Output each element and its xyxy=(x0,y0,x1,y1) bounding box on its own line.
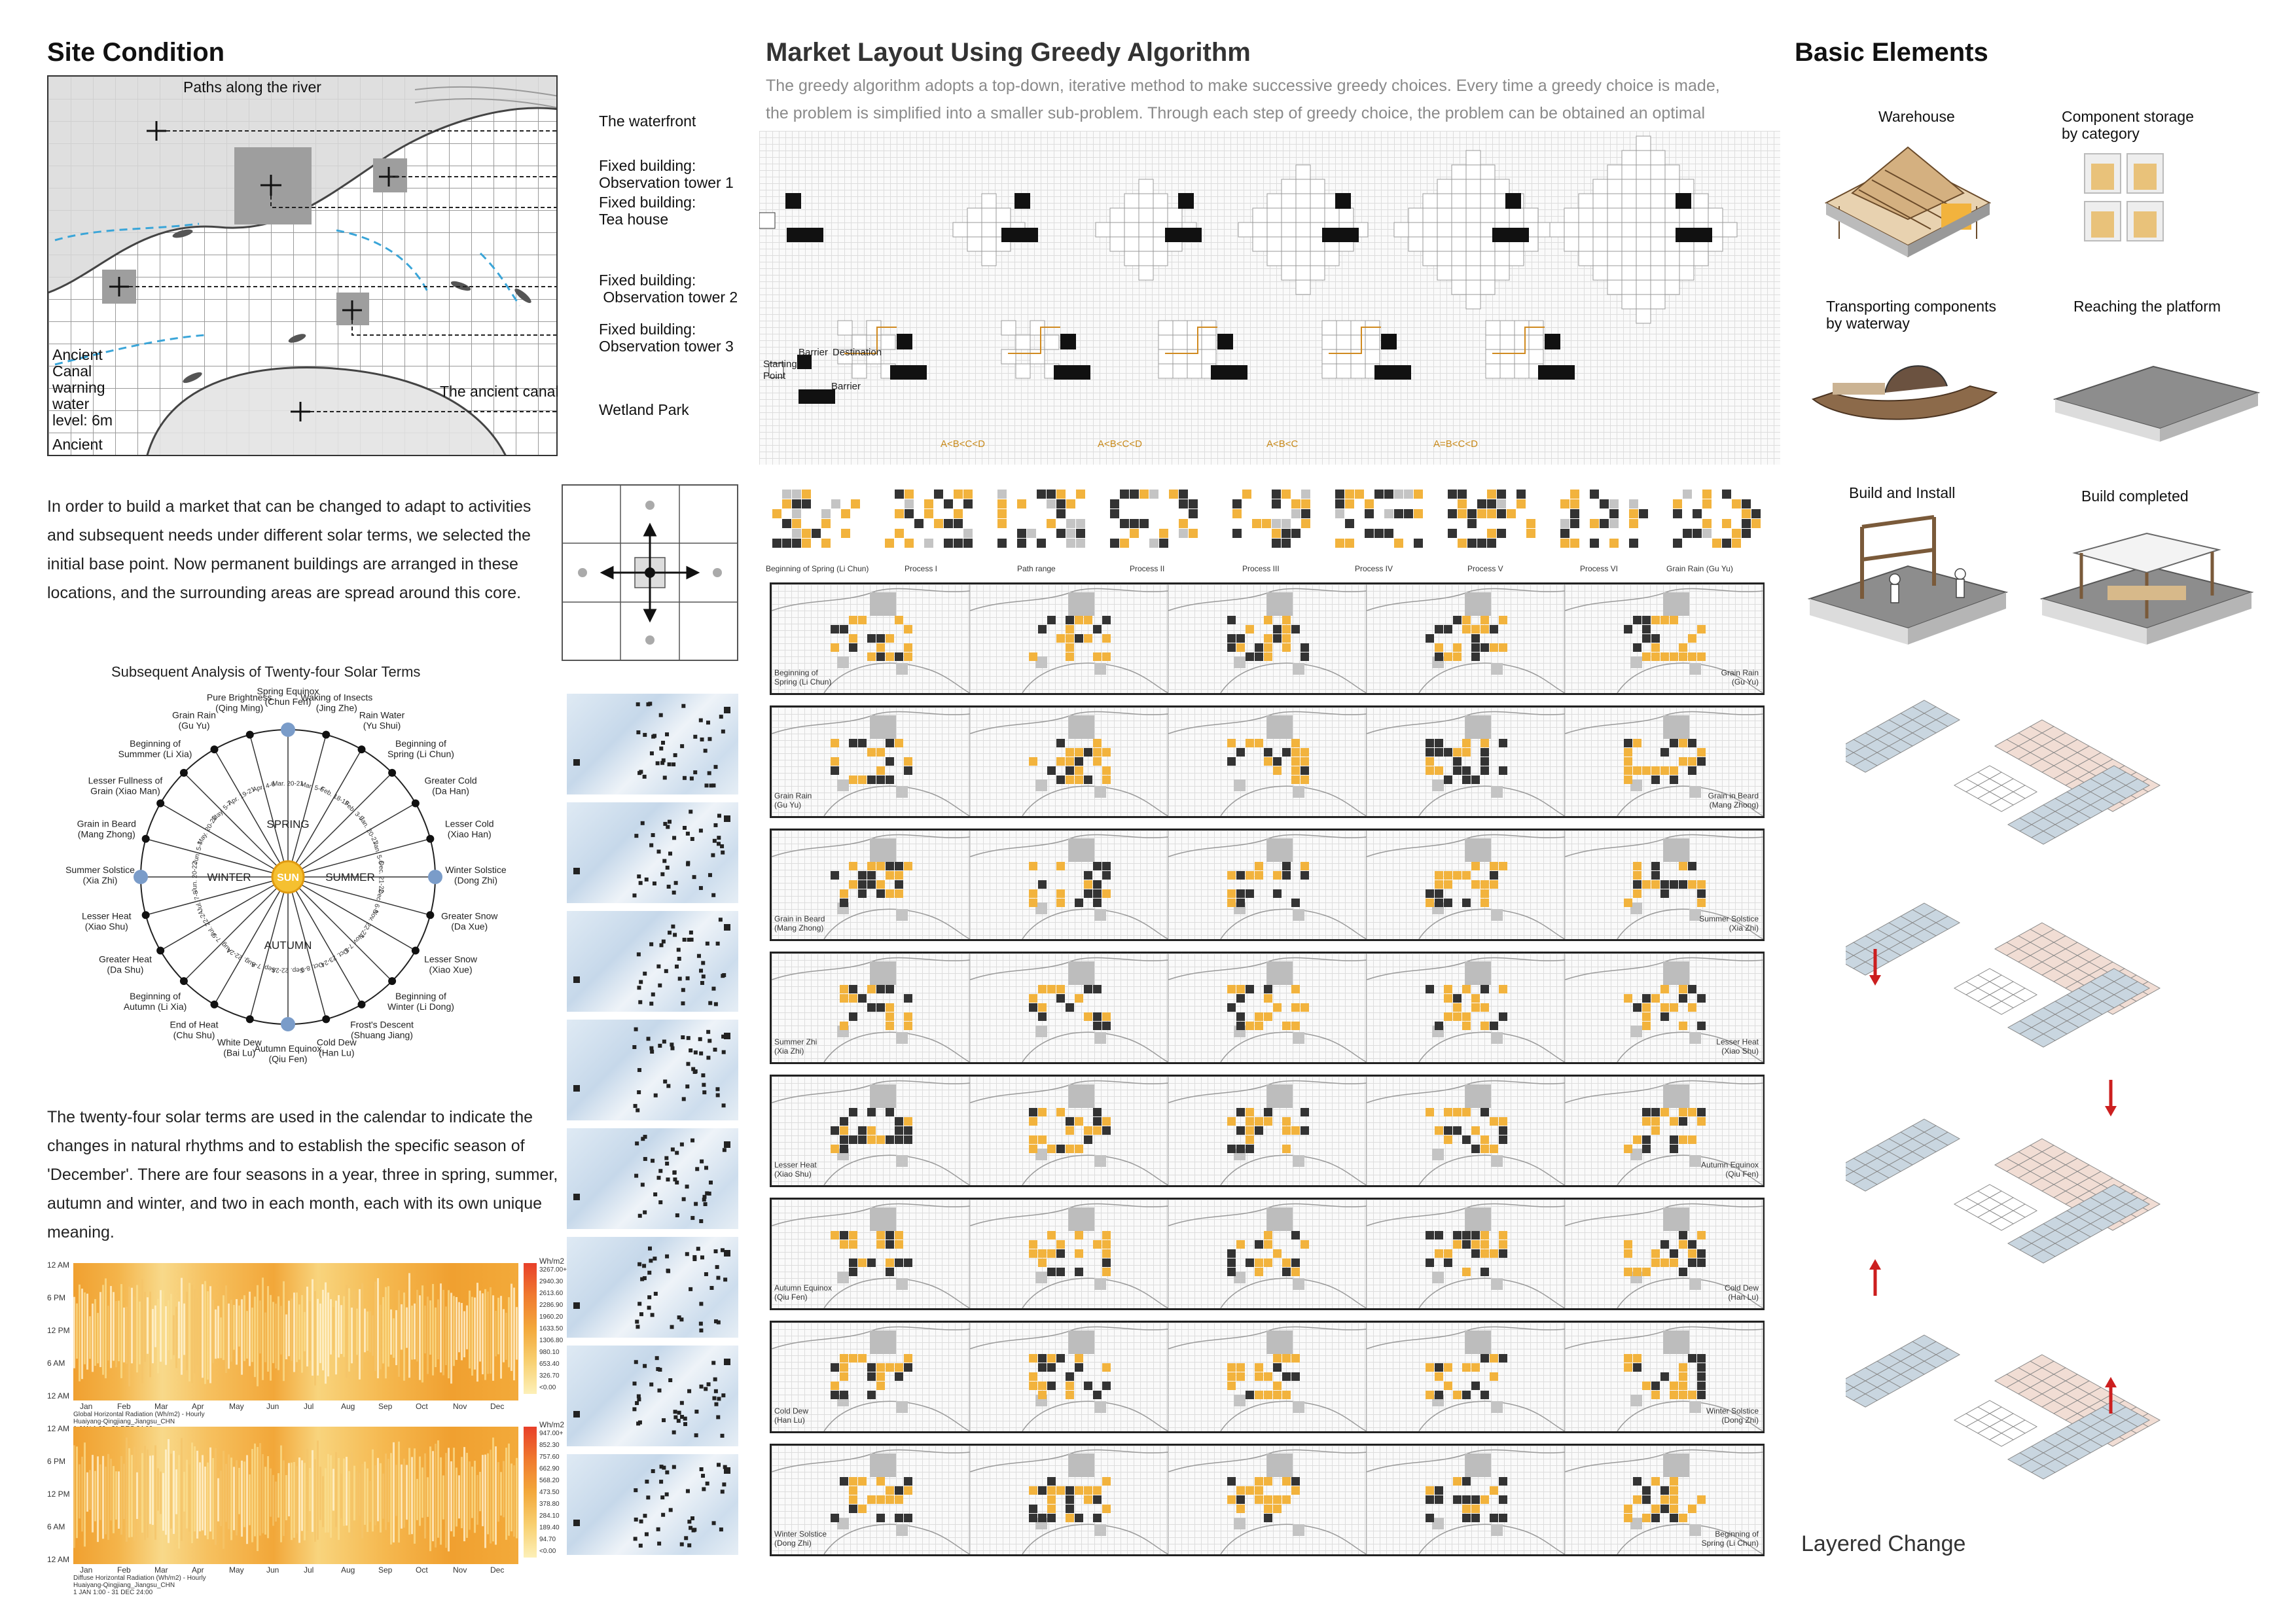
term-date: Dec. 6-8 xyxy=(370,888,385,914)
month-tick: Jul xyxy=(304,1565,314,1575)
solar-term-row xyxy=(770,1075,1765,1187)
process-thumbnail xyxy=(1216,483,1321,562)
completed-illustration xyxy=(2036,514,2258,651)
process-strip xyxy=(766,483,1767,581)
hour-tick: 12 AM xyxy=(47,1391,70,1400)
term-node xyxy=(142,911,150,919)
layout-frame xyxy=(1367,830,1565,939)
install-illustration xyxy=(1803,514,2013,651)
season-label: SPRING xyxy=(266,818,310,830)
month-tick: Aug xyxy=(341,1402,355,1411)
term-label: Grain Rain (Gu Yu) xyxy=(172,709,216,731)
term-date: Apr. 19-21 xyxy=(226,785,257,808)
term-node xyxy=(246,1015,254,1023)
layout-frame xyxy=(970,584,1168,693)
term-node xyxy=(412,800,420,808)
term-date: Aug. 22-24 xyxy=(226,946,257,969)
hour-tick: 6 AM xyxy=(47,1359,65,1368)
term-label: Rain Water (Yu Shui) xyxy=(359,709,405,731)
term-node xyxy=(281,722,295,737)
solar-term-row xyxy=(770,582,1765,695)
legend-tick: 568.20 xyxy=(539,1477,560,1484)
legend-barrier-2: Barrier xyxy=(831,381,861,392)
month-tick: Dec xyxy=(490,1565,505,1575)
process-thumbnail xyxy=(1554,483,1659,562)
hour-tick: 12 PM xyxy=(47,1489,70,1499)
solar-term-rows xyxy=(770,582,1765,1564)
month-tick: Dec xyxy=(490,1402,505,1411)
month-tick: May xyxy=(229,1565,244,1575)
term-date: Oct. 23-24 xyxy=(319,946,350,969)
term-label: Beginning of Autumn (Li Xia) xyxy=(123,991,187,1012)
layout-frame xyxy=(1367,1077,1565,1185)
warehouse-illustration xyxy=(1813,141,2003,259)
hour-tick: 6 PM xyxy=(47,1457,66,1466)
term-label: Lesser Heat (Xiao Shu) xyxy=(82,910,132,932)
ancient-label: Ancient xyxy=(52,436,103,453)
term-node xyxy=(180,769,188,777)
legend-tick: 653.40 xyxy=(539,1361,560,1368)
month-tick: Nov xyxy=(453,1565,467,1575)
legend-tick: 1306.80 xyxy=(539,1337,564,1344)
season-label: WINTER xyxy=(207,871,251,883)
term-label: Grain in Beard (Mang Zhong) xyxy=(77,818,136,840)
row-end-label: Autumn Equinox (Qiu Fen) xyxy=(1700,1160,1759,1179)
solar-term-row xyxy=(770,952,1765,1064)
term-node xyxy=(388,769,396,777)
process-label: Process V xyxy=(1467,564,1503,573)
legend-tick: 980.10 xyxy=(539,1349,560,1356)
legend-tick: 326.70 xyxy=(539,1372,560,1380)
diffuse-radiation-caption: Diffuse Horizontal Radiation (Wh/m2) - Hourly Huaiyang-Qingjiang_Jiangsu_CHN 1 JAN 1:00 - 31 DEC 24:00 xyxy=(73,1575,206,1596)
row-start-label: Grain Rain (Gu Yu) xyxy=(774,791,812,810)
layout-frame xyxy=(1367,584,1565,693)
comparison-2: A<B<C<D xyxy=(1098,438,1142,450)
month-tick: Oct xyxy=(416,1565,428,1575)
row-end-label: Summer Solstice (Xia Zhi) xyxy=(1699,914,1759,933)
process-thumbnail xyxy=(1329,483,1433,562)
legend-bar-b xyxy=(524,1427,537,1558)
row-end-label: Grain in Beard (Mang Zhong) xyxy=(1708,791,1759,810)
layout-frame xyxy=(970,707,1168,816)
install-label: Build and Install xyxy=(1849,484,1956,501)
term-node xyxy=(358,745,366,753)
term-node xyxy=(156,800,164,808)
hour-tick: 6 AM xyxy=(47,1522,65,1531)
process-thumbnail xyxy=(991,483,1096,562)
legend-tick: 473.50 xyxy=(539,1489,560,1496)
term-label: Summer Solstice (Xia Zhi) xyxy=(65,865,135,885)
term-node xyxy=(156,947,164,955)
layout-frame xyxy=(1367,954,1565,1062)
obs1-label: Fixed building: Observation tower 1 xyxy=(599,157,734,191)
legend-tick: 94.70 xyxy=(539,1536,556,1543)
warning-label: Ancient Canal warning water level: 6m xyxy=(52,346,113,429)
month-tick: Oct xyxy=(416,1402,428,1411)
wind-map xyxy=(567,911,738,1012)
term-label: White Dew (Bai Lu) xyxy=(217,1037,262,1058)
wind-map xyxy=(567,694,738,794)
diffuse-radiation-plot xyxy=(73,1427,518,1564)
process-thumbnail xyxy=(766,483,870,562)
row-start-label: Grain in Beard (Mang Zhong) xyxy=(774,914,825,933)
legend-tick: 1633.50 xyxy=(539,1325,564,1332)
layout-frame xyxy=(1168,1446,1367,1554)
row-start-label: Autumn Equinox (Qiu Fen) xyxy=(774,1283,833,1302)
layout-frame xyxy=(1168,1200,1367,1308)
legend-destination: Destination xyxy=(833,347,882,358)
term-label: Cold Dew (Han Lu) xyxy=(316,1037,357,1058)
month-tick: Nov xyxy=(453,1402,467,1411)
term-node xyxy=(322,1015,330,1023)
hour-tick: 12 PM xyxy=(47,1326,70,1335)
layout-frame xyxy=(970,830,1168,939)
row-end-label: Beginning of Spring (Li Chun) xyxy=(1701,1529,1759,1548)
term-date: Jun. 5-7 xyxy=(191,840,205,866)
layout-frame xyxy=(970,1200,1168,1308)
legend-tick: 1960.20 xyxy=(539,1313,564,1321)
hour-tick: 12 AM xyxy=(47,1260,70,1270)
layout-frame xyxy=(970,954,1168,1062)
term-label: Frost's Descent (Shuang Jiang) xyxy=(350,1019,414,1041)
layout-frame xyxy=(970,1323,1168,1431)
storage-illustration xyxy=(2081,151,2166,249)
process-thumbnail xyxy=(1441,483,1546,562)
process-label: Process III xyxy=(1242,564,1280,573)
term-date: Oct. 8-9 xyxy=(300,960,325,974)
term-date: Nov. 7-8 xyxy=(342,931,365,954)
row-start-label: Beginning of Spring (Li Chun) xyxy=(774,668,832,687)
term-label: Greater Cold (Da Han) xyxy=(424,775,477,796)
term-date: Jul. 22-24 xyxy=(197,909,218,938)
transport-label: Transporting components by waterway xyxy=(1826,298,1996,332)
month-tick: May xyxy=(229,1402,244,1411)
month-tick: Apr xyxy=(192,1565,204,1575)
market-layout-title: Market Layout Using Greedy Algorithm xyxy=(766,38,1251,67)
month-tick: Aug xyxy=(341,1565,355,1575)
legend-tick: <0.00 xyxy=(539,1548,556,1555)
platform-label: Reaching the platform xyxy=(2073,298,2221,315)
hour-tick: 12 AM xyxy=(47,1555,70,1564)
season-label: AUTUMN xyxy=(264,939,312,952)
process-label: Process VI xyxy=(1580,564,1619,573)
canal-label: The ancient canal xyxy=(440,383,559,400)
solar-term-row xyxy=(770,1444,1765,1556)
comparison-1: A<B<C<D xyxy=(941,438,985,450)
layout-frame xyxy=(1168,954,1367,1062)
month-tick: Apr xyxy=(192,1402,204,1411)
wind-map xyxy=(567,1346,738,1446)
wind-map xyxy=(567,1237,738,1338)
solar-term-row xyxy=(770,1198,1765,1310)
row-start-label: Winter Solstice (Dong Zhi) xyxy=(774,1529,827,1548)
diffuse-radiation-heatmap xyxy=(47,1420,571,1596)
solar-term-row xyxy=(770,829,1765,941)
legend-tick: 852.30 xyxy=(539,1442,560,1449)
layout-frame xyxy=(1367,1446,1565,1554)
term-node xyxy=(428,870,442,884)
process-label: Grain Rain (Gu Yu) xyxy=(1666,564,1733,573)
greedy-steps-panel xyxy=(759,131,1780,465)
process-thumbnail xyxy=(1666,483,1771,562)
term-node xyxy=(211,1001,219,1008)
term-node xyxy=(281,1017,295,1031)
wind-map xyxy=(567,802,738,903)
warehouse-label: Warehouse xyxy=(1878,108,1955,125)
hour-tick: 6 PM xyxy=(47,1293,66,1302)
layout-frame xyxy=(1168,1077,1367,1185)
season-label: SUMMER xyxy=(325,871,375,883)
term-date: May. 20-22 xyxy=(196,814,219,847)
greedy-steps-drawing xyxy=(759,131,1780,465)
solar-terms-paragraph: The twenty-four solar terms are used in the calendar to indicate the changes in natural rhythms and to establish the specific season of 'December'. There are four seasons in a year, three in spring, summer, autumn and winter, and two in each month, each with its own unique meaning. xyxy=(47,1108,558,1241)
term-node xyxy=(142,835,150,843)
layout-frame xyxy=(1367,1200,1565,1308)
legend-tick: 757.60 xyxy=(539,1454,560,1461)
legend-tick: 284.10 xyxy=(539,1512,560,1520)
row-end-label: Lesser Heat (Xiao Shu) xyxy=(1716,1037,1759,1056)
term-label: Greater Snow (Da Xue) xyxy=(441,910,498,932)
legend-tick: 3267.00+ xyxy=(539,1266,567,1274)
legend-unit-b: Wh/m2 xyxy=(539,1420,565,1429)
base-point-diagram xyxy=(562,484,738,661)
global-radiation-heatmap xyxy=(47,1257,571,1425)
term-label: Greater Heat (Da Shu) xyxy=(98,954,152,975)
waterfront-label: The waterfront xyxy=(599,113,696,130)
sun-label: SUN xyxy=(277,872,299,883)
site-condition-title: Site Condition xyxy=(47,38,225,67)
month-tick: Mar xyxy=(154,1402,168,1411)
legend-unit-a: Wh/m2 xyxy=(539,1257,565,1266)
boat-illustration xyxy=(1806,347,2003,438)
term-label: Waking of Insects (Jing Zhe) xyxy=(300,692,373,713)
month-tick: Sep xyxy=(378,1565,393,1575)
term-date: Dec. 21-22 xyxy=(377,861,385,893)
month-tick: Jun xyxy=(266,1565,279,1575)
solar-term-wheel xyxy=(39,681,563,1099)
layered-change-label: Layered Change xyxy=(1801,1531,1966,1556)
layout-frame xyxy=(970,1446,1168,1554)
wind-map xyxy=(567,1454,738,1555)
term-date: Aug. 7-9 xyxy=(211,931,234,954)
layout-frame xyxy=(1367,707,1565,816)
term-date: Jun. 20-22 xyxy=(191,861,199,893)
term-date: Feb. 3-5 xyxy=(342,800,365,823)
row-start-label: Cold Dew (Han Lu) xyxy=(774,1406,809,1425)
term-label: End of Heat (Chu Shu) xyxy=(170,1019,219,1041)
hour-tick: 12 AM xyxy=(47,1424,70,1433)
term-date: Feb. 18-19 xyxy=(319,785,350,808)
term-date: Sep. 22-24 xyxy=(272,966,304,974)
base-point-arrows xyxy=(563,486,737,660)
paths-label: Paths along the river xyxy=(183,79,321,96)
term-label: Winter Solstice (Dong Zhi) xyxy=(445,865,507,885)
layout-frame xyxy=(970,1077,1168,1185)
legend-start: Starting Point xyxy=(763,359,797,382)
term-label: Lesser Snow (Xiao Xue) xyxy=(424,954,478,975)
month-tick: Jan xyxy=(80,1565,93,1575)
obs2-label: Fixed building: Observation tower 2 xyxy=(599,272,738,306)
term-label: Spring Equinox (Chun Fen) xyxy=(257,686,319,707)
term-node xyxy=(358,1001,366,1008)
wind-map xyxy=(567,1128,738,1229)
term-node xyxy=(322,731,330,739)
legend-tick: 2940.30 xyxy=(539,1278,564,1285)
term-label: Beginning of Spring (Li Chun) xyxy=(387,738,454,759)
term-node xyxy=(388,977,396,985)
term-node xyxy=(134,870,148,884)
process-thumbnail xyxy=(878,483,983,562)
intro-paragraph: In order to build a market that can be changed to adapt to activities and subsequent needs under different solar terms, we selected the initial base point. Now permanent buildings are arranged in these locations, and the surrounding areas are spread around this core. xyxy=(47,497,531,602)
month-tick: Feb xyxy=(117,1402,131,1411)
basic-elements-title: Basic Elements xyxy=(1795,38,1988,67)
term-node xyxy=(246,731,254,739)
term-date: Jan. 5-6 xyxy=(371,840,385,866)
legend-tick: 378.80 xyxy=(539,1501,560,1508)
wind-map xyxy=(567,1020,738,1120)
month-tick: Sep xyxy=(378,1402,393,1411)
legend-bar-a xyxy=(524,1263,537,1394)
legend-tick: 189.40 xyxy=(539,1524,560,1531)
layout-frame xyxy=(1168,1323,1367,1431)
term-node xyxy=(412,947,420,955)
term-date: Apr. 4-6 xyxy=(251,780,276,794)
process-label: Beginning of Spring (Li Chun) xyxy=(766,564,869,573)
term-date: Jul. 7-8 xyxy=(192,889,205,913)
process-label: Path range xyxy=(1017,564,1056,573)
platform-illustration xyxy=(2049,353,2265,445)
solar-term-row xyxy=(770,1321,1765,1433)
wetland-label: Wetland Park xyxy=(599,401,689,418)
term-date: Sep. 7-8 xyxy=(251,959,277,974)
process-label: Process IV xyxy=(1355,564,1393,573)
legend-tick: 662.90 xyxy=(539,1465,560,1472)
completed-label: Build completed xyxy=(2081,488,2189,505)
tea-label: Fixed building: Tea house xyxy=(599,194,696,228)
term-date: Nov. 22-23 xyxy=(357,908,380,939)
term-label: Beginning of Summmer (Li Xia) xyxy=(118,738,192,759)
layout-frame xyxy=(1168,584,1367,693)
layered-change-diagram xyxy=(1846,674,2212,1518)
global-radiation-caption: Global Horizontal Radiation (Wh/m2) - Hourly Huaiyang-Qingjiang_Jiangsu_CHN xyxy=(73,1411,205,1425)
comparison-4: A=B<C<D xyxy=(1433,438,1478,450)
process-thumbnail xyxy=(1103,483,1208,562)
legend-tick: 2286.90 xyxy=(539,1302,564,1309)
month-tick: Jun xyxy=(266,1402,279,1411)
term-node xyxy=(211,745,219,753)
process-label: Process I xyxy=(905,564,938,573)
legend-barrier-1: Barrier xyxy=(798,347,829,358)
term-node xyxy=(426,835,434,843)
global-radiation-plot xyxy=(73,1263,518,1400)
layout-frame xyxy=(1367,1323,1565,1431)
process-label: Process II xyxy=(1130,564,1165,573)
obs3-label: Fixed building: Observation tower 3 xyxy=(599,321,734,355)
solar-term-row xyxy=(770,705,1765,818)
term-date: Jan. 20-21 xyxy=(357,815,380,846)
row-end-label: Grain Rain (Gu Yu) xyxy=(1721,668,1759,687)
term-date: Mar. 20-21 xyxy=(272,780,304,788)
month-tick: Jul xyxy=(304,1402,314,1411)
term-label: Lesser Fullness of Grain (Xiao Man) xyxy=(88,775,163,796)
term-label: Autumn Equinox (Qiu Fen) xyxy=(254,1043,322,1064)
wind-map-column xyxy=(567,694,738,1551)
term-date: Mar. 5-6 xyxy=(299,780,325,794)
legend-tick: 947.00+ xyxy=(539,1430,564,1437)
term-node xyxy=(180,977,188,985)
row-start-label: Summer Zhi (Xia Zhi) xyxy=(774,1037,817,1056)
term-label: Beginning of Winter (Li Dong) xyxy=(387,991,454,1012)
layout-frame xyxy=(1168,707,1367,816)
solar-wheel-title: Subsequent Analysis of Twenty-four Solar Terms xyxy=(111,664,421,680)
term-date: May. 5-7 xyxy=(211,800,234,823)
layout-frame xyxy=(1168,830,1367,939)
month-tick: Jan xyxy=(80,1402,93,1411)
month-tick: Feb xyxy=(117,1565,131,1575)
term-node xyxy=(426,911,434,919)
storage-label: Component storage by category xyxy=(2062,108,2195,142)
row-start-label: Lesser Heat (Xiao Shu) xyxy=(774,1160,817,1179)
term-label: Pure Brightness (Qing Ming) xyxy=(206,692,272,713)
month-tick: Mar xyxy=(154,1565,168,1575)
greedy-intro: The greedy algorithm adopts a top-down, iterative method to make successive greedy choices. Every time a greedy choice is made, the problem is simplified into a smaller sub-problem. Through each step of greedy choice, the problem can be obtained an optimal xyxy=(766,77,1720,122)
row-end-label: Winter Solstice (Dong Zhi) xyxy=(1706,1406,1759,1425)
row-end-label: Cold Dew (Han Lu) xyxy=(1724,1283,1759,1302)
legend-tick: <0.00 xyxy=(539,1384,556,1391)
term-label: Lesser Cold (Xiao Han) xyxy=(444,818,494,840)
comparison-3: A<B<C xyxy=(1266,438,1299,450)
legend-tick: 2613.60 xyxy=(539,1290,564,1297)
